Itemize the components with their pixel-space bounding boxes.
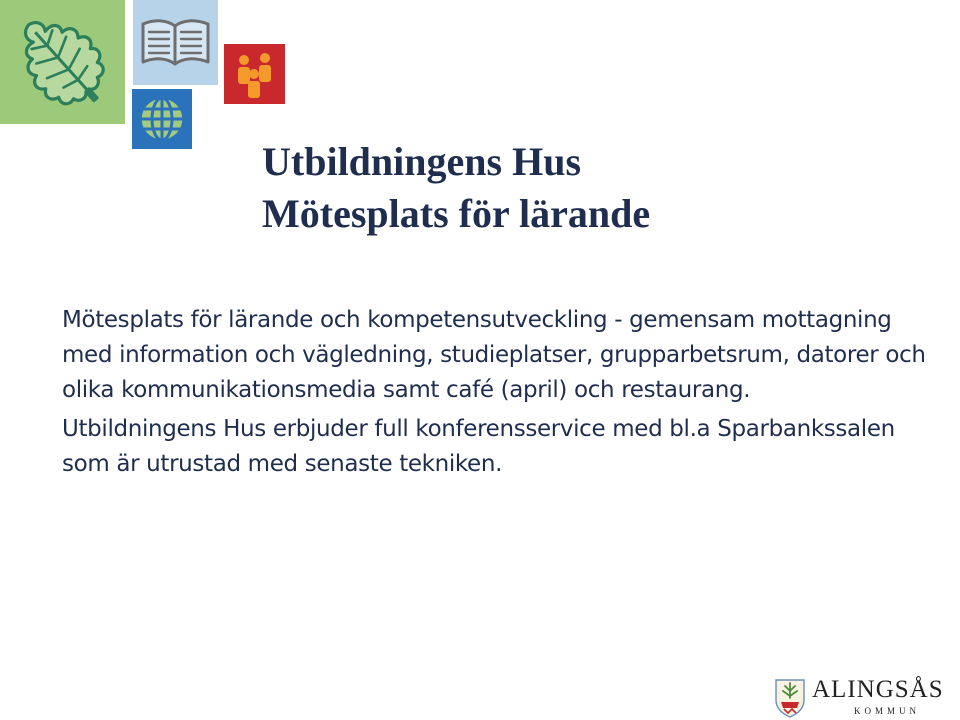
people-tile bbox=[224, 44, 285, 104]
book-tile bbox=[133, 0, 218, 85]
body-text bbox=[62, 303, 942, 482]
logo-name: ALINGSÅS bbox=[812, 676, 944, 703]
title-line-1: Utbildningens Hus bbox=[262, 139, 582, 184]
paragraph-intro: Mötesplats för lärande och kompetensutveckling - gemensam mottagning med information och vägledning, studieplatser, grupparbetsrum, datorer och olika kommunikationsmedia samt café (april) och restaurang. bbox=[62, 307, 926, 403]
title-line-2: Mötesplats för lärande bbox=[262, 191, 651, 236]
leaf-tile bbox=[0, 0, 125, 124]
oak-leaf-icon bbox=[0, 0, 125, 124]
open-book-icon bbox=[133, 0, 218, 85]
logo-subtitle: KOMMUN bbox=[854, 706, 921, 716]
globe-icon bbox=[132, 89, 192, 149]
municipal-crest-icon bbox=[774, 678, 806, 718]
municipality-logo bbox=[774, 676, 960, 720]
globe-tile bbox=[132, 89, 192, 149]
people-icon bbox=[224, 44, 285, 104]
page-title bbox=[262, 136, 650, 240]
paragraph-conference: Utbildningens Hus erbjuder full konferensservice med bl.a Sparbankssalen som är utrustad med senaste tekniken. bbox=[62, 416, 895, 477]
